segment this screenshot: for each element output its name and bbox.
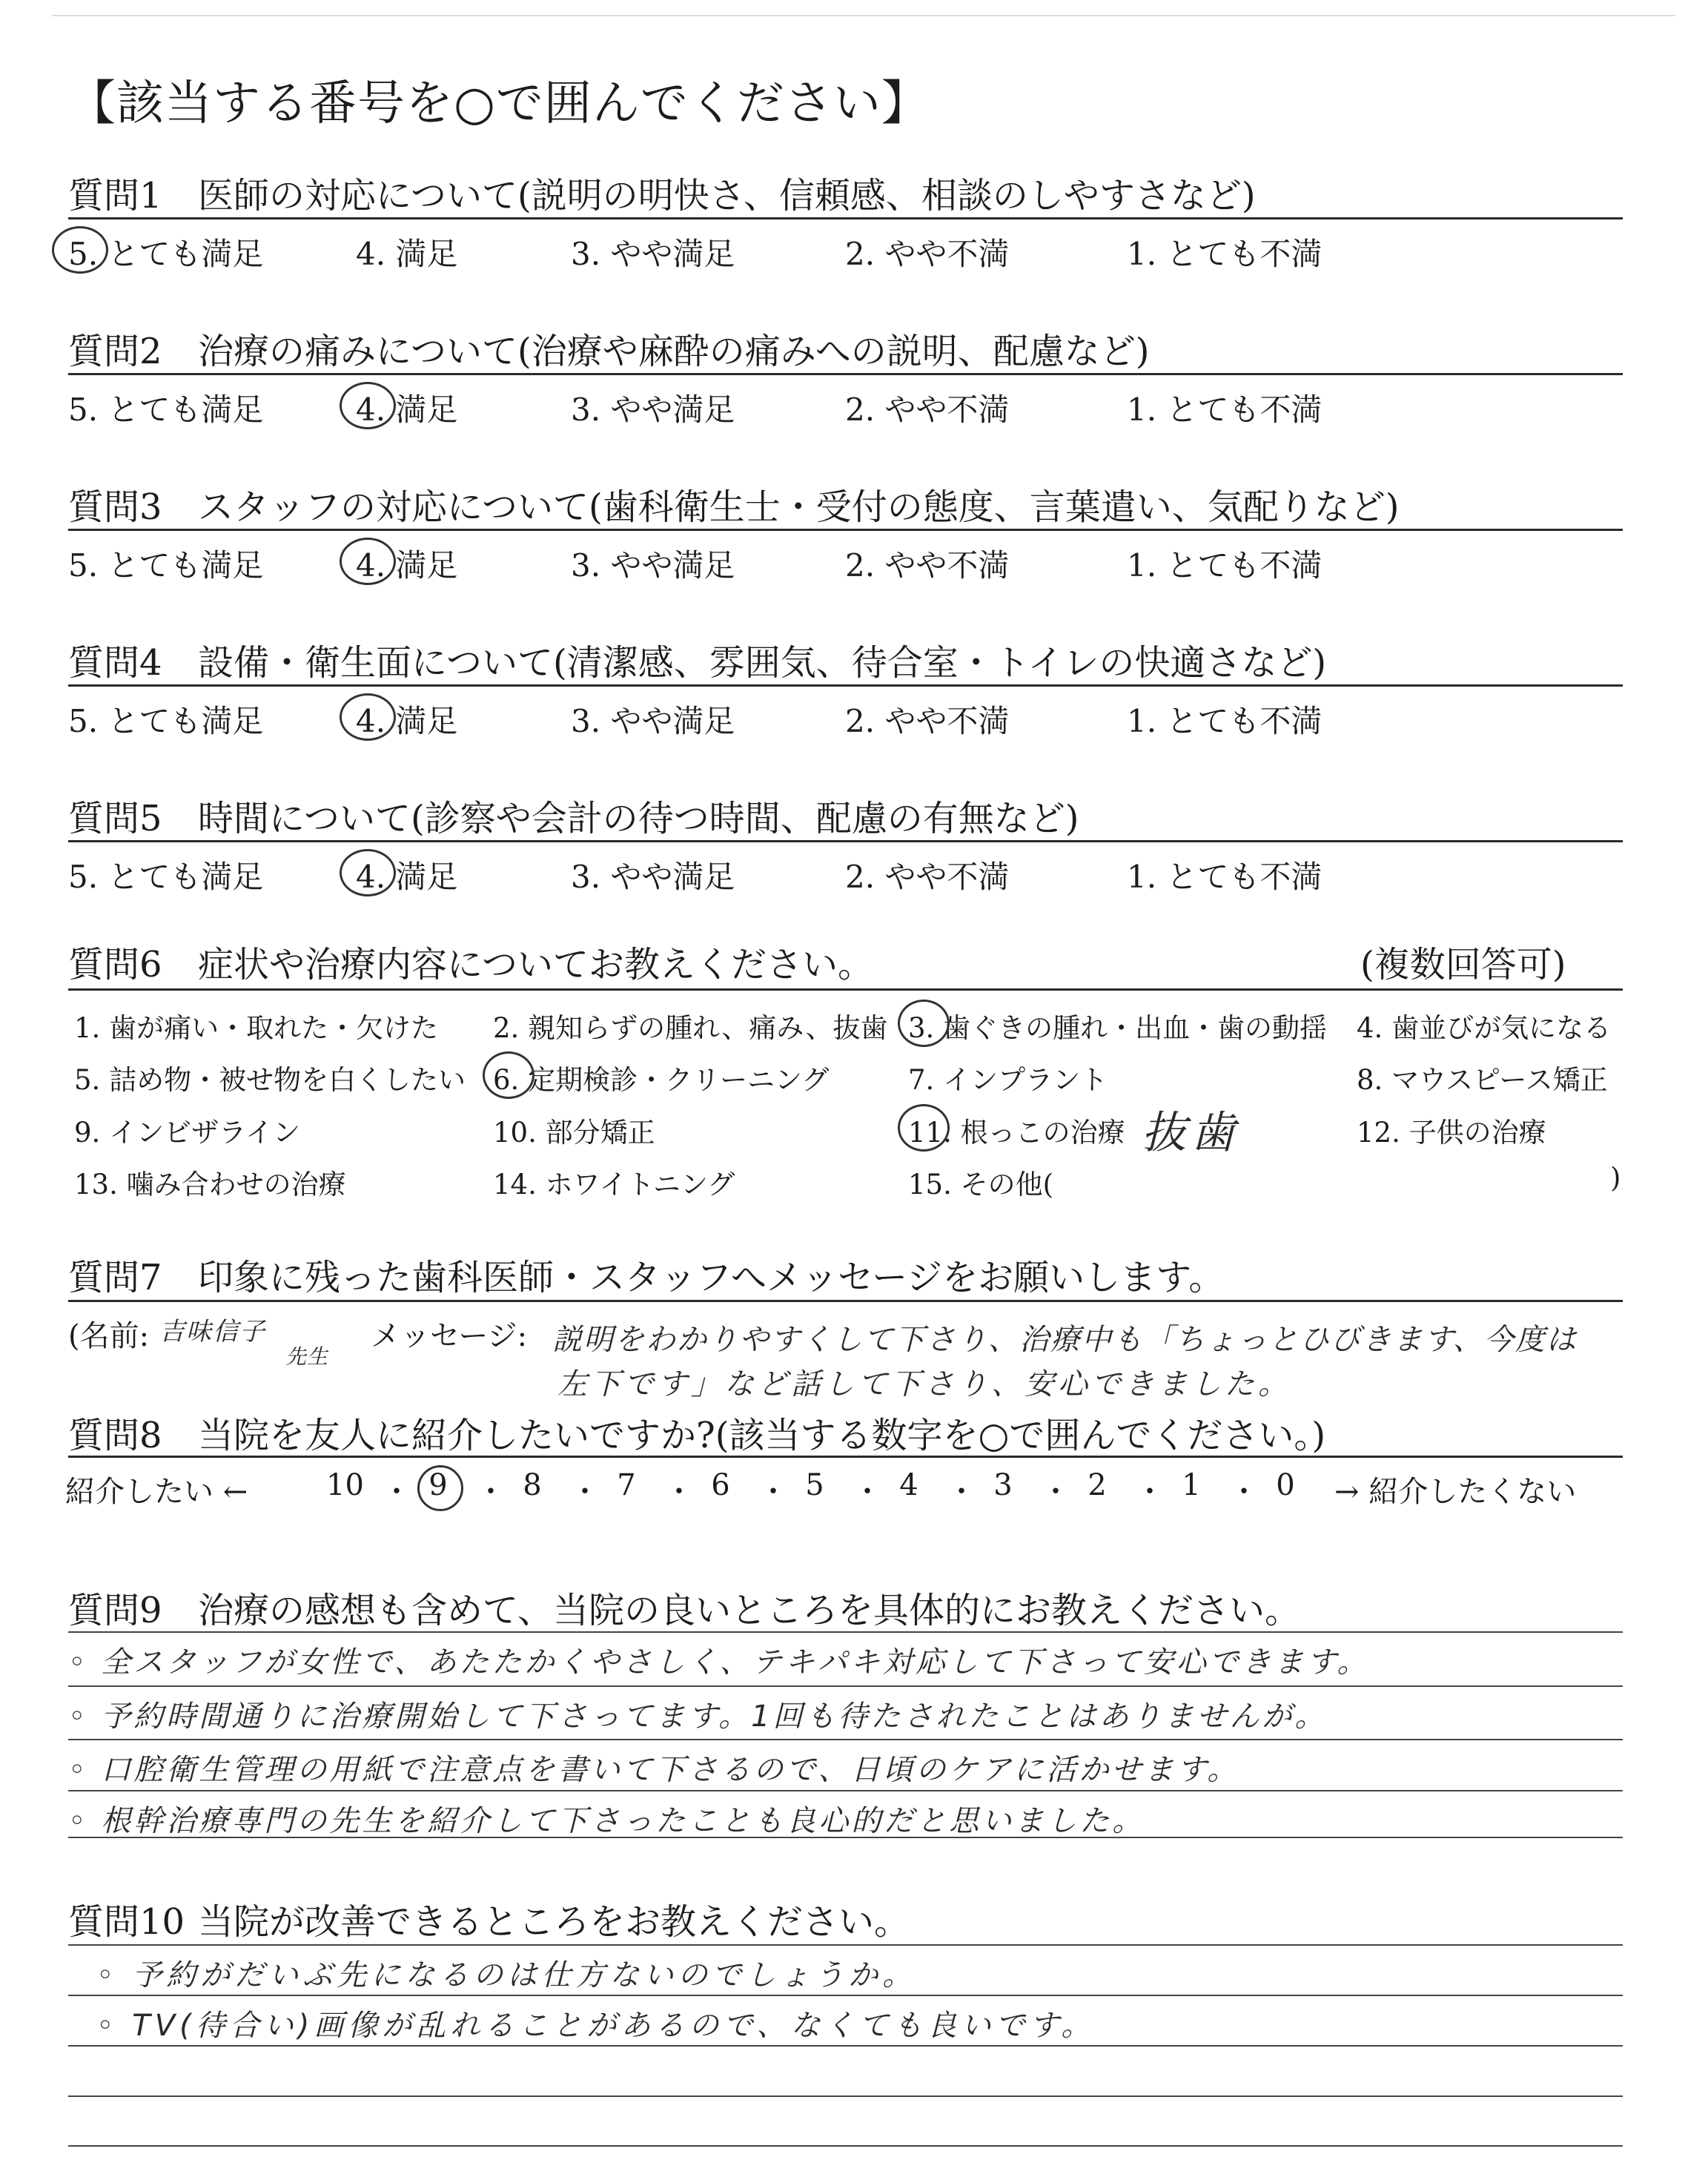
q8-scale-8[interactable]: 8 bbox=[523, 1468, 542, 1502]
q9-number: 質問9 bbox=[68, 1590, 162, 1631]
q6-option-13[interactable]: 13. 噛み合わせの治療 bbox=[74, 1169, 346, 1200]
q6-option-5[interactable]: 5. 詰め物・被せ物を白くしたい bbox=[74, 1064, 466, 1096]
q8-scale-9[interactable]: 9 bbox=[428, 1468, 448, 1502]
q6-option-11[interactable]: 11. 根っこの治療 bbox=[908, 1117, 1125, 1149]
q7-name-label: (名前: bbox=[68, 1319, 150, 1353]
q5-option-3[interactable]: 3. やや満足 bbox=[571, 859, 735, 895]
q8-left-label: 紹介したい ← bbox=[65, 1475, 248, 1509]
q10-line bbox=[68, 1944, 1623, 1946]
q2-option-3[interactable]: 3. やや満足 bbox=[571, 392, 735, 428]
q9-text: 治療の感想も含めて、当院の良いところを具体的にお教えください。 bbox=[198, 1590, 1301, 1631]
q2-selected-circle bbox=[340, 382, 396, 429]
q8-right-label: → 紹介したくない bbox=[1334, 1475, 1577, 1509]
q8-separator: ・ bbox=[947, 1475, 976, 1509]
q2-option-4[interactable]: 4. 満足 bbox=[356, 392, 458, 428]
q8-scale-5[interactable]: 5 bbox=[805, 1468, 824, 1502]
q6-option-close: ) bbox=[1610, 1162, 1621, 1194]
q4-rule bbox=[68, 684, 1623, 687]
q7-name-value: 吉味信子 bbox=[159, 1317, 266, 1347]
q7-message-line1: 説明をわかりやすくして下さり、治療中も「ちょっとひびきます、今度は bbox=[552, 1323, 1578, 1357]
q1-option-2[interactable]: 2. やや不満 bbox=[845, 236, 1010, 272]
q3-option-5[interactable]: 5. とても満足 bbox=[68, 547, 264, 584]
q5-text: 時間について(診察や会計の待つ時間、配慮の有無など) bbox=[198, 798, 1079, 839]
q9-line bbox=[68, 1685, 1623, 1687]
q5-heading bbox=[68, 790, 1079, 841]
q10-text: 当院が改善できるところをお教えください。 bbox=[198, 1901, 910, 1943]
q1-number: 質問1 bbox=[68, 175, 162, 217]
q8-text: 当院を友人に紹介したいですか?(該当する数字を○で囲んでください。) bbox=[198, 1415, 1326, 1456]
q8-heading bbox=[68, 1407, 1325, 1458]
q5-option-1[interactable]: 1. とても不満 bbox=[1127, 859, 1323, 895]
q2-text: 治療の痛みについて(治療や麻酔の痛みへの説明、配慮など) bbox=[198, 331, 1150, 372]
q2-option-5[interactable]: 5. とても満足 bbox=[68, 392, 264, 428]
q2-rule bbox=[68, 373, 1623, 375]
q9-answer-1: ◦ 全スタッフが女性で、あたたかくやさしく、テキパキ対応して下さって安心できます。 bbox=[68, 1645, 1370, 1680]
q1-heading bbox=[68, 167, 1256, 218]
q2-option-2[interactable]: 2. やや不満 bbox=[845, 392, 1010, 428]
q1-option-4[interactable]: 4. 満足 bbox=[356, 236, 458, 272]
q6-heading bbox=[68, 936, 873, 987]
q6-option-14[interactable]: 14. ホワイトニング bbox=[493, 1169, 735, 1200]
q7-name-suffix: 先生 bbox=[285, 1344, 329, 1369]
q8-number: 質問8 bbox=[68, 1415, 162, 1456]
q6-note: (複数回答可) bbox=[1360, 944, 1566, 985]
q6-option-7[interactable]: 7. インプラント bbox=[908, 1064, 1108, 1096]
q8-separator: ・ bbox=[664, 1475, 694, 1509]
q1-option-5[interactable]: 5. とても満足 bbox=[68, 236, 264, 272]
q6-option-2[interactable]: 2. 親知らずの腫れ、痛み、抜歯 bbox=[493, 1012, 888, 1044]
q8-scale-2[interactable]: 2 bbox=[1088, 1468, 1107, 1502]
q10-number: 質問10 bbox=[68, 1901, 185, 1943]
q6-selected-circle-11 bbox=[898, 1104, 950, 1152]
q8-separator: ・ bbox=[758, 1475, 788, 1509]
q7-message-line2: 左下です」など話して下さり、安心できました。 bbox=[557, 1367, 1291, 1401]
q8-scale-4[interactable]: 4 bbox=[899, 1468, 918, 1502]
q2-heading bbox=[68, 323, 1150, 374]
q5-rule bbox=[68, 840, 1623, 842]
q8-separator: ・ bbox=[382, 1475, 411, 1509]
q7-number: 質問7 bbox=[68, 1257, 162, 1298]
q9-line bbox=[68, 1790, 1623, 1791]
q8-separator: ・ bbox=[1135, 1475, 1165, 1509]
q2-option-1[interactable]: 1. とても不満 bbox=[1127, 392, 1323, 428]
q6-selected-circle-3 bbox=[898, 1000, 950, 1047]
q1-option-3[interactable]: 3. やや満足 bbox=[571, 236, 735, 272]
q8-separator: ・ bbox=[570, 1475, 600, 1509]
q6-number: 質問6 bbox=[68, 944, 162, 985]
q10-line bbox=[68, 2095, 1623, 2097]
q6-option-1[interactable]: 1. 歯が痛い・取れた・欠けた bbox=[74, 1012, 439, 1044]
q8-selected-circle bbox=[417, 1465, 463, 1511]
q2-number: 質問2 bbox=[68, 331, 162, 372]
q6-text: 症状や治療内容についてお教えください。 bbox=[198, 944, 874, 985]
q8-scale-0[interactable]: 0 bbox=[1276, 1468, 1295, 1502]
q10-line bbox=[68, 2045, 1623, 2047]
q6-option-12[interactable]: 12. 子供の治療 bbox=[1357, 1117, 1546, 1149]
q6-option-9[interactable]: 9. インビザライン bbox=[74, 1117, 300, 1149]
q1-selected-circle bbox=[52, 226, 108, 274]
q7-heading bbox=[68, 1249, 1224, 1300]
q4-option-5[interactable]: 5. とても満足 bbox=[68, 703, 264, 739]
q5-selected-circle bbox=[340, 849, 396, 896]
q10-heading bbox=[68, 1893, 910, 1944]
q4-option-4[interactable]: 4. 満足 bbox=[356, 703, 458, 739]
q9-answer-2: ◦ 予約時間通りに治療開始して下さってます。1回も待たされたことはありませんが。 bbox=[68, 1700, 1328, 1734]
q4-option-1[interactable]: 1. とても不満 bbox=[1127, 703, 1323, 739]
q9-answer-4: ◦ 根幹治療専門の先生を紹介して下さったことも良心的だと思いました。 bbox=[68, 1804, 1145, 1838]
q4-heading bbox=[68, 634, 1326, 685]
q9-line bbox=[68, 1631, 1623, 1633]
q6-option-4[interactable]: 4. 歯並びが気になる bbox=[1357, 1012, 1612, 1044]
q5-option-5[interactable]: 5. とても満足 bbox=[68, 859, 264, 895]
q4-option-3[interactable]: 3. やや満足 bbox=[571, 703, 735, 739]
q8-rule bbox=[68, 1456, 1623, 1458]
q3-option-4[interactable]: 4. 満足 bbox=[356, 547, 458, 584]
q8-separator: ・ bbox=[853, 1475, 882, 1509]
q4-text: 設備・衛生面について(清潔感、雰囲気、待合室・トイレの快適さなど) bbox=[198, 642, 1327, 684]
q8-separator: ・ bbox=[476, 1475, 506, 1509]
q8-scale-10[interactable]: 10 bbox=[326, 1468, 364, 1502]
q9-answer-3: ◦ 口腔衛生管理の用紙で注意点を書いて下さるので、日頃のケアに活かせます。 bbox=[68, 1753, 1240, 1787]
q5-number: 質問5 bbox=[68, 798, 162, 839]
top-border bbox=[52, 15, 1675, 16]
q3-option-2[interactable]: 2. やや不満 bbox=[845, 547, 1010, 584]
q7-message-label: メッセージ: bbox=[371, 1319, 528, 1353]
q6-selected-circle-6 bbox=[483, 1051, 534, 1099]
q8-scale-3[interactable]: 3 bbox=[993, 1468, 1013, 1502]
q3-rule bbox=[68, 529, 1623, 531]
q5-option-2[interactable]: 2. やや不満 bbox=[845, 859, 1010, 895]
q8-scale-1[interactable]: 1 bbox=[1182, 1468, 1201, 1502]
q6-option-8[interactable]: 8. マウスピース矯正 bbox=[1357, 1064, 1608, 1096]
q8-scale-7[interactable]: 7 bbox=[617, 1468, 636, 1502]
q6-option-6[interactable]: 6. 定期検診・クリーニング bbox=[493, 1064, 830, 1096]
q10-answer-2: ◦ TV(待合い)画像が乱れることがあるので、なくても良いです。 bbox=[96, 2009, 1096, 2043]
q7-rule bbox=[68, 1300, 1623, 1302]
q7-text: 印象に残った歯科医師・スタッフへメッセージをお願いします。 bbox=[198, 1257, 1225, 1298]
q6-option-10[interactable]: 10. 部分矯正 bbox=[493, 1117, 655, 1149]
q10-answer-1: ◦ 予約がだいぶ先になるのは仕方ないのでしょうか。 bbox=[96, 1958, 917, 1992]
q5-option-4[interactable]: 4. 満足 bbox=[356, 859, 458, 895]
q4-number: 質問4 bbox=[68, 642, 162, 684]
q6-handwritten-note: 抜歯 bbox=[1142, 1107, 1239, 1159]
q3-selected-circle bbox=[340, 538, 396, 585]
q6-option-3[interactable]: 3. 歯ぐきの腫れ・出血・歯の動揺 bbox=[908, 1012, 1328, 1044]
q6-rule bbox=[68, 988, 1623, 991]
q8-scale-6[interactable]: 6 bbox=[711, 1468, 730, 1502]
q4-option-2[interactable]: 2. やや不満 bbox=[845, 703, 1010, 739]
q9-line bbox=[68, 1739, 1623, 1740]
q4-selected-circle bbox=[340, 693, 396, 741]
q10-line bbox=[68, 1995, 1623, 1996]
q3-option-3[interactable]: 3. やや満足 bbox=[571, 547, 735, 584]
q6-option-15[interactable]: 15. その他( bbox=[908, 1169, 1054, 1200]
q3-number: 質問3 bbox=[68, 486, 162, 528]
q1-rule bbox=[68, 217, 1623, 219]
q8-separator: ・ bbox=[1041, 1475, 1070, 1509]
page-title: 【該当する番号を○で囲んでください】 bbox=[68, 76, 930, 131]
q3-option-1[interactable]: 1. とても不満 bbox=[1127, 547, 1323, 584]
q8-separator: ・ bbox=[1229, 1475, 1259, 1509]
q3-heading bbox=[68, 478, 1400, 529]
q9-heading bbox=[68, 1582, 1300, 1633]
q3-text: スタッフの対応について(歯科衛生士・受付の態度、言葉遣い、気配りなど) bbox=[198, 486, 1400, 528]
q1-option-1[interactable]: 1. とても不満 bbox=[1127, 236, 1323, 272]
q10-line bbox=[68, 2145, 1623, 2147]
q1-text: 医師の対応について(説明の明快さ、信頼感、相談のしやすさなど) bbox=[198, 175, 1256, 217]
